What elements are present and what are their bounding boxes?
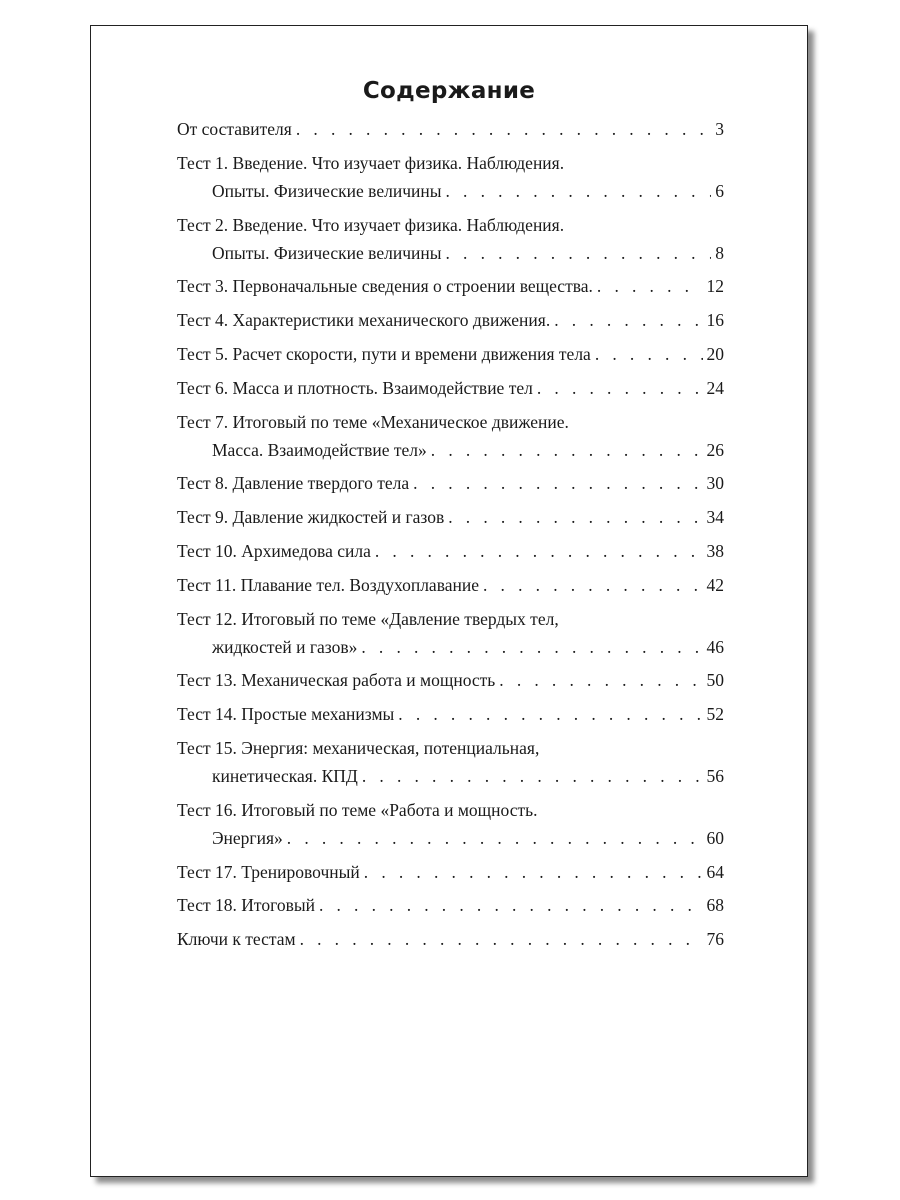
dot-leader: [448, 506, 702, 528]
toc-entry-text: Тест 8. Давление твердого тела: [177, 473, 410, 494]
toc-entry: [177, 608, 724, 658]
dot-leader: [364, 861, 703, 883]
toc-entry-text: Тест 17. Тренировочный: [177, 861, 360, 882]
dot-leader: [431, 439, 703, 461]
toc-entry: [177, 928, 724, 950]
toc-entry-continuation-line: [177, 242, 724, 264]
toc-entry-text: Ключи к тестам: [177, 929, 296, 950]
toc-entry-text: Тест 11. Плавание тел. Воздухоплавание: [177, 574, 479, 595]
toc-entry-title-line: [177, 343, 724, 365]
toc-entry-text: Масса. Взаимодействие тел»: [212, 439, 427, 460]
toc-entry-text: Тест 3. Первоначальные сведения о строении вещества.: [177, 276, 593, 297]
toc-entry: [177, 377, 724, 399]
toc-page-number: 26: [706, 439, 724, 460]
toc-entry-title-line: [177, 799, 724, 821]
toc-entry-continuation-line: [177, 439, 724, 461]
toc-entry-text: кинетическая. КПД: [212, 766, 358, 786]
toc-page-number: 34: [706, 507, 724, 528]
toc-entry-text: Тест 4. Характеристики механического движения.: [177, 310, 551, 331]
toc-entry-title-line: [177, 506, 724, 528]
dot-leader: [483, 574, 703, 596]
toc-entry-title-line: [177, 928, 724, 950]
toc-entry-title-line: [177, 669, 724, 691]
toc-entry-text: Энергия»: [212, 827, 283, 848]
toc-entry-text: Тест 14. Простые механизмы: [177, 704, 395, 725]
toc-page-number: 12: [706, 276, 724, 297]
dot-leader: [362, 765, 703, 787]
toc-entry: [177, 703, 724, 725]
toc-entry-text: жидкостей и газов»: [212, 636, 358, 657]
toc-entry-text: Тест 15. Энергия: механическая, потенциальная,: [177, 738, 540, 758]
toc-entry-text: Тест 18. Итоговый: [177, 895, 315, 916]
toc-page-number: 24: [706, 377, 724, 398]
toc-entry-text: Тест 12. Итоговый по теме «Давление твердых тел,: [177, 608, 559, 629]
dot-leader: [300, 928, 703, 950]
toc-entry-text: От составителя: [177, 119, 292, 139]
toc-entry: [177, 574, 724, 596]
dot-leader: [413, 472, 702, 494]
toc-entry: [177, 669, 724, 691]
toc-entry: [177, 894, 724, 916]
toc-page-number: 52: [706, 704, 724, 725]
dot-leader: [287, 827, 703, 849]
book-page: [90, 25, 808, 1177]
toc-entry: [177, 118, 724, 140]
toc-page-number: 8: [715, 242, 724, 263]
toc-page-number: 68: [706, 895, 724, 916]
toc-page-number: 6: [715, 180, 724, 201]
toc-entry-text: Опыты. Физические величины: [212, 242, 442, 263]
toc-entry-text: Тест 13. Механическая работа и мощность: [177, 670, 496, 691]
toc-entry-continuation-line: [177, 827, 724, 849]
toc-entry: [177, 214, 724, 264]
toc-entry-title-line: [177, 861, 724, 883]
toc-entry: [177, 275, 724, 297]
toc-entry: [177, 506, 724, 528]
toc-entry-title-line: [177, 152, 724, 174]
toc-entry-title-line: [177, 540, 724, 562]
toc-entry-title-line: [177, 608, 724, 630]
toc-entry: [177, 152, 724, 202]
dot-leader: [319, 894, 703, 916]
toc-entry-title-line: [177, 703, 724, 725]
toc-entry-text: Тест 10. Архимедова сила: [177, 541, 371, 561]
toc-entry-text: Опыты. Физические величины: [212, 180, 442, 201]
toc-entry: [177, 737, 724, 787]
toc-entry-text: Тест 9. Давление жидкостей и газов: [177, 507, 445, 528]
toc-page-number: 56: [706, 766, 724, 786]
toc-entry-text: Тест 7. Итоговый по теме «Механическое движение.: [177, 411, 569, 432]
toc-entry-title-line: [177, 737, 724, 759]
toc-entry-title-line: [177, 214, 724, 236]
dot-leader: [554, 309, 702, 331]
toc-page-number: 38: [706, 541, 724, 561]
toc-entry-text: Тест 6. Масса и плотность. Взаимодействие тел: [177, 377, 533, 398]
toc-entry: [177, 343, 724, 365]
toc-page-number: 3: [715, 119, 724, 139]
toc-entry: [177, 799, 724, 849]
dot-leader: [537, 377, 703, 399]
toc-entry-text: Тест 2. Введение. Что изучает физика. Наблюдения.: [177, 214, 565, 235]
toc-entry-title-line: [177, 574, 724, 596]
toc-page-number: 46: [706, 636, 724, 657]
toc-entry-continuation-line: [177, 180, 724, 202]
toc-page-number: 76: [706, 929, 724, 950]
toc-entry: [177, 861, 724, 883]
toc-entry-continuation-line: [177, 765, 724, 787]
toc-entry-text: Тест 5. Расчет скорости, пути и времени движения тела: [177, 344, 591, 364]
dot-leader: [595, 343, 703, 365]
dot-leader: [361, 636, 702, 658]
page-title: Содержание: [362, 78, 536, 104]
dot-leader: [398, 703, 702, 725]
toc-entry-title-line: [177, 275, 724, 297]
toc-page-number: 16: [706, 310, 724, 331]
dot-leader: [597, 275, 703, 297]
toc-page-number: 20: [706, 344, 724, 364]
toc-entry-title-line: [177, 894, 724, 916]
toc-entry-title-line: [177, 118, 724, 140]
toc-entry: [177, 309, 724, 331]
dot-leader: [296, 118, 711, 140]
toc-entry-title-line: [177, 411, 724, 433]
dot-leader: [499, 669, 702, 691]
toc-page-number: 60: [706, 827, 724, 848]
toc-page-number: 30: [706, 473, 724, 494]
toc-page-number: 64: [706, 861, 724, 882]
toc-entry: [177, 411, 724, 461]
toc-entry-title-line: [177, 472, 724, 494]
dot-leader: [445, 180, 711, 202]
toc-entry-text: Тест 1. Введение. Что изучает физика. Наблюдения.: [177, 152, 565, 173]
dot-leader: [375, 540, 703, 562]
toc-page-number: 42: [706, 574, 724, 595]
toc-entry: [177, 540, 724, 562]
toc-entry-title-line: [177, 377, 724, 399]
dot-leader: [445, 242, 711, 264]
toc-entry-text: Тест 16. Итоговый по теме «Работа и мощность.: [177, 799, 538, 820]
toc-page-number: 50: [706, 670, 724, 691]
toc-entry: [177, 472, 724, 494]
toc-entry-title-line: [177, 309, 724, 331]
toc-entry-continuation-line: [177, 636, 724, 658]
